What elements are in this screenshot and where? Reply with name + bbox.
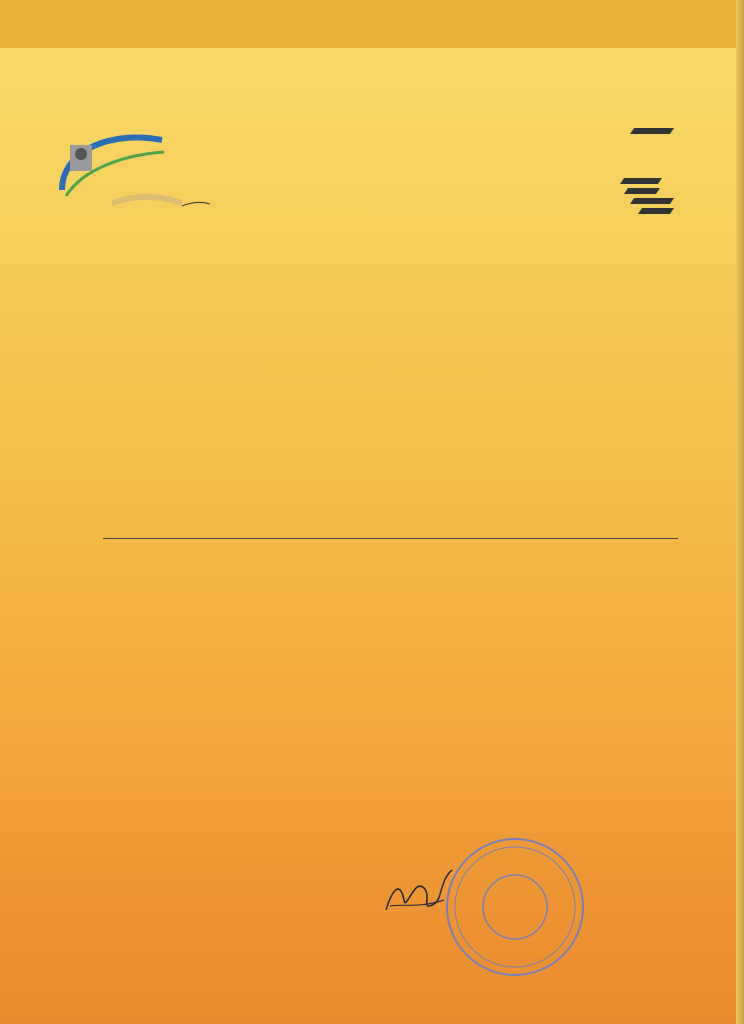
heritage-year-logo (614, 120, 734, 220)
bottom-ornament-band (0, 904, 744, 1024)
top-ornament-band (0, 0, 744, 48)
official-stamp (443, 835, 588, 980)
handwritten-signature (380, 860, 460, 930)
library-logo (52, 130, 214, 216)
scan-edge (736, 0, 744, 1024)
fill-in-line (103, 538, 678, 539)
